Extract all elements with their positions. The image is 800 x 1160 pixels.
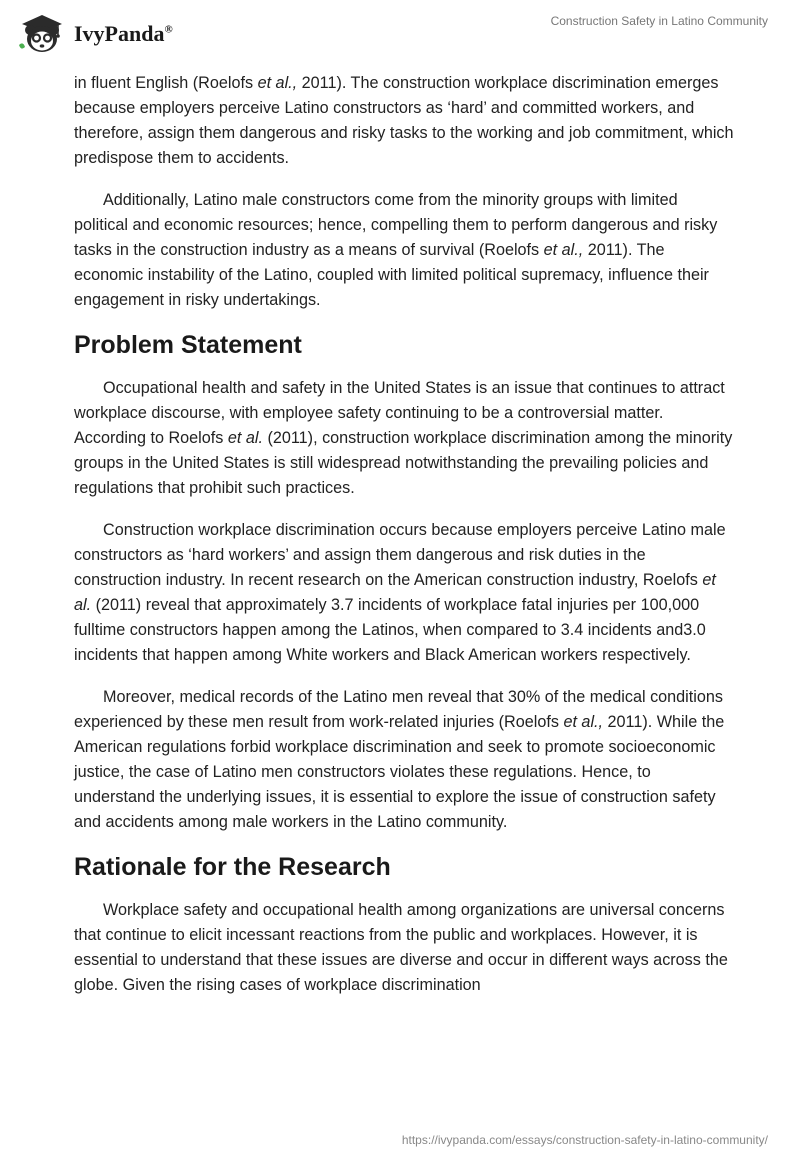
site-logo[interactable]	[16, 10, 173, 56]
paragraph: Workplace safety and occupational health among organizations are universal concerns that continue to elicit incessant reactions from the public and workplaces. However, it is essential to understand that these issues are diverse and occur in different ways across the globe. Given the rising cases of workplace discrimination	[74, 901, 728, 994]
page-title: Construction Safety in Latino Community	[550, 14, 768, 28]
paragraph: Occupational health and safety in the United States is an issue that continues to attract workplace discourse, with employee safety continuing to be a controversial matter. According to Roelofs et al. (2011), construction workplace discrimination among the minority groups in the United States is still widespread notwithstanding the prevailing policies and regulations that prohibit such practices.	[74, 379, 733, 497]
paragraph: Additionally, Latino male constructors come from the minority groups with limited political and economic resources; hence, compelling them to perform dangerous and risky tasks in the construction industry as a means of survival (Roelofs et al., 2011). The economic instability of the Latino, coupled with limited political supremacy, influence their engagement in risky undertakings.	[74, 191, 718, 309]
logo-text: IvyPanda®	[74, 21, 173, 46]
page-header	[0, 0, 800, 70]
essay-body	[74, 71, 734, 1015]
source-url-link[interactable]: https://ivypanda.com/essays/construction-safety-in-latino-community/	[401, 1133, 768, 1147]
section-heading-problem-statement: Problem Statement	[74, 331, 302, 359]
paragraph: in fluent English (Roelofs et al., 2011). The construction workplace discrimination emerges because employers perceive Latino constructors as ‘hard’ and committed workers, and therefore, assign them dangerous and risky tasks to the working and job commitment, which predispose them to accidents.	[74, 74, 734, 167]
paragraph: Construction workplace discrimination occurs because employers perceive Latino male constructors as ‘hard workers’ and assign them dangerous and risk duties in the construction industry. In recent research on the American construction industry, Roelofs et al. (2011) reveal that approximately 3.7 incidents of workplace fatal injuries per 100,000 fulltime constructors happen among the Latinos, when compared to 3.4 incidents and3.0 incidents that happen among White workers and Black American workers respectively.	[74, 521, 726, 664]
paragraph: Moreover, medical records of the Latino men reveal that 30% of the medical conditions experienced by these men result from work-related injuries (Roelofs et al., 2011). While the American regulations forbid workplace discrimination and seek to promote socioeconomic justice, the case of Latino men constructors violates these regulations. Hence, to understand the underlying issues, it is essential to explore the issue of construction safety and accidents among male workers in the Latino community.	[74, 688, 725, 831]
section-heading-rationale: Rationale for the Research	[74, 853, 391, 881]
panda-logo-icon	[16, 10, 68, 56]
